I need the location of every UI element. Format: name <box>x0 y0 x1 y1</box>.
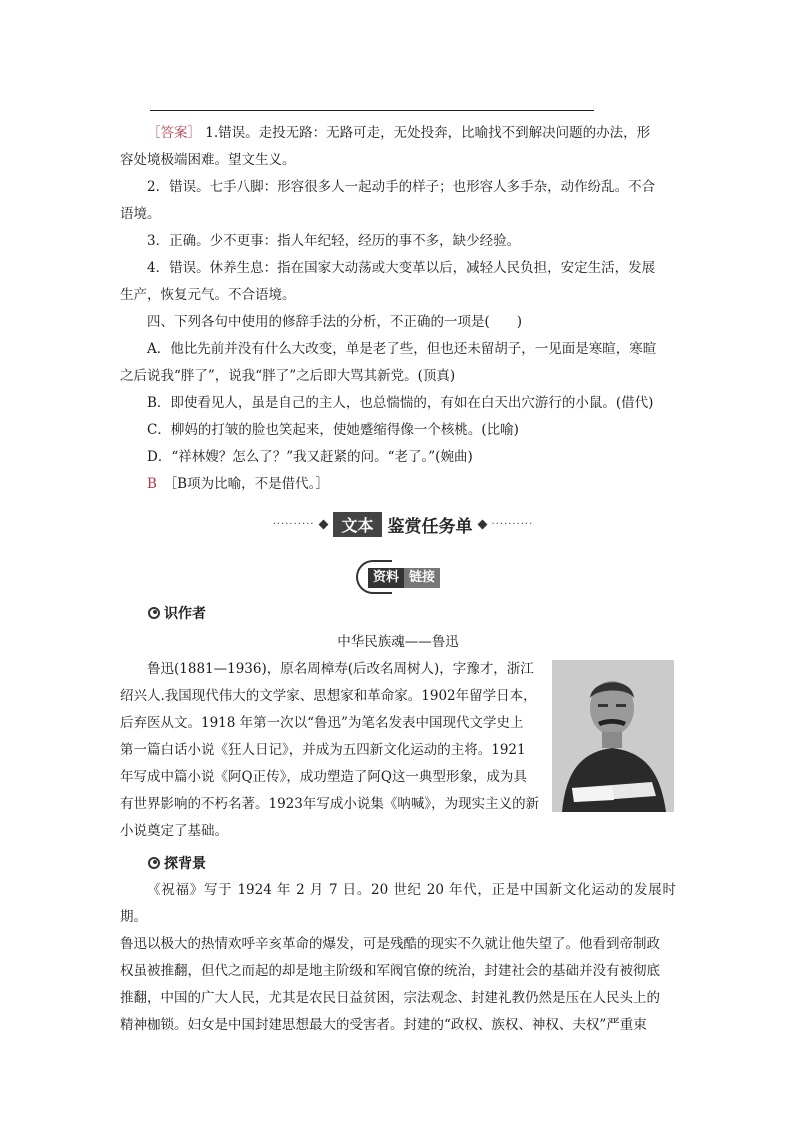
bullet-circle-icon <box>148 607 160 619</box>
answer-4: 4．错误。休养生息：指在国家大动荡或大变革以后，减轻人民负担，安定生活，发展 <box>147 260 656 276</box>
option-a: A．他比先前并没有什么大改变，单是老了些，但也还未留胡子，一见面是寒暄，寒暄 <box>147 341 657 357</box>
option-b: B．即使看见人，虽是自己的主人，也总惴惴的，有如在白天出穴游行的小鼠。(借代) <box>147 395 654 411</box>
answer-4-cont: 生产，恢复元气。不合语境。 <box>120 287 296 303</box>
banner-boxed-label: 文本 <box>333 512 381 537</box>
author-bio: 鲁迅(1881—1936)，原名周樟寿(后改名周树人)，字豫才，浙江 绍兴人.我国现代伟大的文学家、思想家和革命家。1902年留学日本， 后弃医从文。1918 年第一次以“鲁迅”为笔名发表中国现代文学史上 第一篇白话小说《狂人日记》，并成为五四新文化运动的主将。1921 年写成中篇小说《阿Q正传》，成功塑造了阿Q这一典型形象，成为具 有世界影响的不朽名著。1923年写成小说集《呐喊》，为现实主义的新 <box>120 661 540 812</box>
option-a-cont: 之后说我“胖了”，说我“胖了”之后即大骂其新党。(顶真) <box>120 368 456 384</box>
question-4-answer: B ［B项为比喻，不是借代。］ <box>147 476 329 492</box>
article-title: 中华民族魂——鲁迅 <box>337 634 459 650</box>
answer-tag: ［答案］ <box>147 125 201 141</box>
bullet-circle-icon <box>148 857 160 869</box>
answer-3: 3．正确。少不更事：指人年纪轻，经历的事不多，缺少经验。 <box>147 233 521 249</box>
answer-block <box>120 120 676 498</box>
answer-1: ［答案］ 1.错误。走投无路：无路可走，无处投奔，比喻找不到解决问题的办法，形 <box>147 125 651 141</box>
background-paragraph: 《祝福》写于 1924 年 2 月 7 日。20 世纪 20 年代，正是中国新文化运动的发展时期。 鲁迅以极大的热情欢呼辛亥革命的爆发，可是残酷的现实不久就让他失望了。他看到帝制政 权虽被推翻，但代之而起的却是地主阶级和军阀官僚的统治，封建社会的基础并没有被彻底 推翻，中国的广大人民，尤其是农民日益贫困，宗法观念、封建礼教仍然是压在人民头上的 精神枷锁。妇女是中国封建思想最大的受害者。封建的“政权、族权、神权、夫权”严重束 <box>120 882 676 1033</box>
answer-2: 2．错误。七手八脚：形容很多人一起动手的样子；也形容人多手杂，动作纷乱。不合 <box>147 179 656 195</box>
option-c: C．柳妈的打皱的脸也笑起来，使她蹙缩得像一个核桃。(比喻) <box>147 422 519 438</box>
author-portrait-photo <box>552 660 674 812</box>
banner-label: 鉴赏任务单 <box>387 516 473 537</box>
diamond-icon <box>319 519 329 529</box>
option-d: D．“祥林嫂？怎么了？”我又赶紧的问。“老了。”(婉曲) <box>147 449 473 465</box>
diamond-icon <box>477 519 487 529</box>
top-rule <box>150 110 594 111</box>
section-heading-author: 识作者 <box>148 603 206 623</box>
question-4-stem: 四、下列各句中使用的修辞手法的分析，不正确的一项是( ) <box>147 314 523 330</box>
section-heading-background: 探背景 <box>148 853 206 873</box>
resource-link-badge: 资料 链接 <box>356 556 468 592</box>
author-bio-tail: 小说奠定了基础。 <box>120 823 228 839</box>
answer-2-cont: 语境。 <box>120 206 161 222</box>
section-banner: ·········· 文本 鉴赏任务单 ·········· <box>262 510 544 538</box>
answer-1-cont: 容处境极端困难。望文生义。 <box>120 152 296 168</box>
